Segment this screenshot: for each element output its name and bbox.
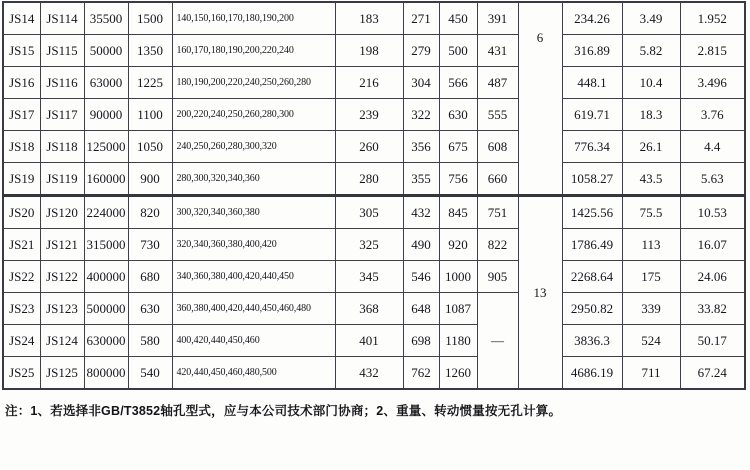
table-cell: 730 — [128, 229, 172, 261]
table-cell: 431 — [477, 35, 518, 67]
table-cell: 500 — [439, 35, 477, 67]
table-cell: JS22 — [3, 261, 40, 293]
table-cell: 160,170,180,190,200,220,240 — [172, 35, 335, 67]
table-cell: 3.496 — [680, 67, 745, 99]
table-cell: 490 — [403, 229, 439, 261]
table-cell: 630 — [128, 293, 172, 325]
table-cell: 487 — [477, 67, 518, 99]
table-cell: 3.76 — [680, 99, 745, 131]
table-row — [3, 325, 745, 357]
table-cell: 260 — [335, 131, 403, 163]
table-cell: JS24 — [3, 325, 40, 357]
table-cell: 900 — [128, 163, 172, 196]
table-cell: 619.71 — [562, 99, 622, 131]
table-cell: 305 — [335, 196, 403, 229]
table-cell: 1050 — [128, 131, 172, 163]
table-cell: 1260 — [439, 357, 477, 390]
table-cell: 1000 — [439, 261, 477, 293]
table-cell: 200,220,240,250,260,280,300 — [172, 99, 335, 131]
table-cell: JS19 — [3, 163, 40, 196]
table-cell: 216 — [335, 67, 403, 99]
table-cell: 224000 — [84, 196, 128, 229]
table-cell: 356 — [403, 131, 439, 163]
table-cell: JS119 — [40, 163, 84, 196]
table-cell: 340,360,380,400,420,440,450 — [172, 261, 335, 293]
table-cell: JS115 — [40, 35, 84, 67]
table-cell: 3836.3 — [562, 325, 622, 357]
table-row — [3, 163, 745, 196]
table-row — [3, 67, 745, 99]
table-cell: 5.63 — [680, 163, 745, 196]
table-cell: 304 — [403, 67, 439, 99]
table-cell: 751 — [477, 196, 518, 229]
table-cell: 240,250,260,280,300,320 — [172, 131, 335, 163]
table-cell: JS21 — [3, 229, 40, 261]
table-cell: 776.34 — [562, 131, 622, 163]
table-cell: 360,380,400,420,440,450,460,480 — [172, 293, 335, 325]
table-cell: 16.07 — [680, 229, 745, 261]
table-cell: JS122 — [40, 261, 84, 293]
table-cell: 300,320,340,360,380 — [172, 196, 335, 229]
table-cell: 180,190,200,220,240,250,260,280 — [172, 67, 335, 99]
table-cell: 43.5 — [622, 163, 680, 196]
table-cell: 420,440,450,460,480,500 — [172, 357, 335, 390]
table-cell: 432 — [403, 196, 439, 229]
table-cell: 239 — [335, 99, 403, 131]
table-cell: 279 — [403, 35, 439, 67]
table-cell: 50000 — [84, 35, 128, 67]
table-body — [3, 2, 745, 389]
table-cell: 280 — [335, 163, 403, 196]
table-cell: 1180 — [439, 325, 477, 357]
table-cell: — — [477, 293, 518, 390]
table-cell: 391 — [477, 2, 518, 35]
table-cell: 183 — [335, 2, 403, 35]
table-cell: 680 — [128, 261, 172, 293]
table-cell: 234.26 — [562, 2, 622, 35]
table-cell: 580 — [128, 325, 172, 357]
table-cell: 660 — [477, 163, 518, 196]
table-cell: 175 — [622, 261, 680, 293]
table-cell: JS15 — [3, 35, 40, 67]
table-cell: JS14 — [3, 2, 40, 35]
table-cell: 322 — [403, 99, 439, 131]
table-cell: JS23 — [3, 293, 40, 325]
table-cell: 566 — [439, 67, 477, 99]
table-cell: JS125 — [40, 357, 84, 390]
table-cell: 608 — [477, 131, 518, 163]
table-cell: 5.82 — [622, 35, 680, 67]
table-cell: 1.952 — [680, 2, 745, 35]
table-cell: 820 — [128, 196, 172, 229]
table-cell: 555 — [477, 99, 518, 131]
table-cell: 1087 — [439, 293, 477, 325]
table-cell: 280,300,320,340,360 — [172, 163, 335, 196]
table-cell: 315000 — [84, 229, 128, 261]
table-cell: 630000 — [84, 325, 128, 357]
table-cell: JS16 — [3, 67, 40, 99]
table-cell: 756 — [439, 163, 477, 196]
table-cell: 90000 — [84, 99, 128, 131]
table-cell: 4.4 — [680, 131, 745, 163]
table-row — [3, 293, 745, 325]
footnote: 注：1、若选择非GB/T3852轴孔型式，应与本公司技术部门协商；2、重量、转动惯量按无孔计算。 — [5, 404, 562, 418]
table-row — [3, 99, 745, 131]
table-cell: 6 — [518, 2, 562, 196]
table-cell: 762 — [403, 357, 439, 390]
table-cell: JS121 — [40, 229, 84, 261]
table-cell: JS20 — [3, 196, 40, 229]
table-cell: JS123 — [40, 293, 84, 325]
table-cell: 1225 — [128, 67, 172, 99]
table-cell: JS116 — [40, 67, 84, 99]
table-cell: 10.4 — [622, 67, 680, 99]
table-cell: JS17 — [3, 99, 40, 131]
table-cell: 546 — [403, 261, 439, 293]
table-cell: JS117 — [40, 99, 84, 131]
table-row — [3, 2, 745, 35]
table-cell: JS25 — [3, 357, 40, 390]
table-cell: 320,340,360,380,400,420 — [172, 229, 335, 261]
table-cell: 630 — [439, 99, 477, 131]
table-cell: 450 — [439, 2, 477, 35]
table-cell: 1425.56 — [562, 196, 622, 229]
table-cell: JS18 — [3, 131, 40, 163]
table-cell: 125000 — [84, 131, 128, 163]
table-cell: 432 — [335, 357, 403, 390]
table-cell: 1786.49 — [562, 229, 622, 261]
table-cell: 845 — [439, 196, 477, 229]
table-cell: 711 — [622, 357, 680, 390]
table-row — [3, 229, 745, 261]
table-cell: 33.82 — [680, 293, 745, 325]
table-row — [3, 261, 745, 293]
table-cell: 822 — [477, 229, 518, 261]
table-row — [3, 357, 745, 390]
table-cell: JS124 — [40, 325, 84, 357]
table-cell: 63000 — [84, 67, 128, 99]
table-cell: JS118 — [40, 131, 84, 163]
table-cell: 10.53 — [680, 196, 745, 229]
table-cell: 2.815 — [680, 35, 745, 67]
table-cell: JS120 — [40, 196, 84, 229]
table-row — [3, 35, 745, 67]
table-cell: 339 — [622, 293, 680, 325]
table-cell: 67.24 — [680, 357, 745, 390]
table-cell: 271 — [403, 2, 439, 35]
table-cell: 24.06 — [680, 261, 745, 293]
table-cell: 35500 — [84, 2, 128, 35]
table-cell: 675 — [439, 131, 477, 163]
table-cell: 524 — [622, 325, 680, 357]
table-cell: 140,150,160,170,180,190,200 — [172, 2, 335, 35]
table-cell: 160000 — [84, 163, 128, 196]
table-cell: 50.17 — [680, 325, 745, 357]
table-cell: 648 — [403, 293, 439, 325]
table-cell: 316.89 — [562, 35, 622, 67]
table-cell: JS114 — [40, 2, 84, 35]
table-cell: 1100 — [128, 99, 172, 131]
table-row — [3, 131, 745, 163]
table-cell: 698 — [403, 325, 439, 357]
table-cell: 905 — [477, 261, 518, 293]
table-cell: 1350 — [128, 35, 172, 67]
table-cell: 113 — [622, 229, 680, 261]
table-cell: 368 — [335, 293, 403, 325]
table-cell: 325 — [335, 229, 403, 261]
table-cell: 26.1 — [622, 131, 680, 163]
table-cell: 400,420,440,450,460 — [172, 325, 335, 357]
table-cell: 920 — [439, 229, 477, 261]
table-row — [3, 196, 745, 229]
table-cell: 355 — [403, 163, 439, 196]
coupling-spec-table — [2, 1, 746, 390]
table-cell: 13 — [518, 196, 562, 390]
table-cell: 2950.82 — [562, 293, 622, 325]
table-cell: 400000 — [84, 261, 128, 293]
table-cell: 3.49 — [622, 2, 680, 35]
table-cell: 198 — [335, 35, 403, 67]
table-cell: 18.3 — [622, 99, 680, 131]
table-cell: 401 — [335, 325, 403, 357]
table-cell: 4686.19 — [562, 357, 622, 390]
table-cell: 540 — [128, 357, 172, 390]
table-cell: 500000 — [84, 293, 128, 325]
table-cell: 1500 — [128, 2, 172, 35]
table-cell: 345 — [335, 261, 403, 293]
table-cell: 800000 — [84, 357, 128, 390]
table-cell: 2268.64 — [562, 261, 622, 293]
table-cell: 75.5 — [622, 196, 680, 229]
table-cell: 448.1 — [562, 67, 622, 99]
table-cell: 1058.27 — [562, 163, 622, 196]
